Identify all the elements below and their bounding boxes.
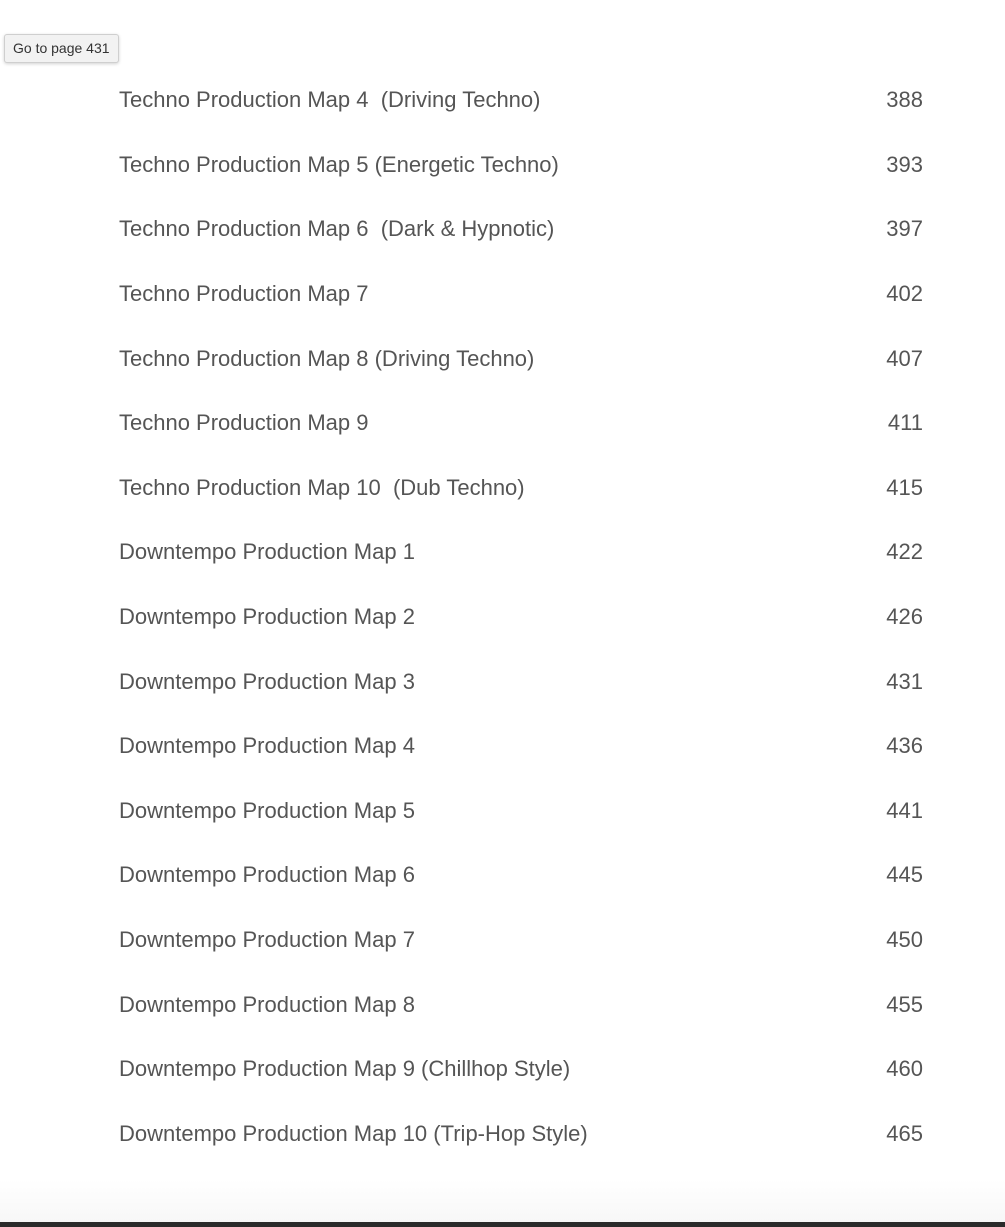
toc-entry[interactable] xyxy=(119,585,923,650)
toc-entry-title: Downtempo Production Map 3 xyxy=(119,668,415,694)
toc-entry-page: 441 xyxy=(886,797,923,823)
toc-entry-page: 397 xyxy=(886,216,923,242)
toc-entry-page: 445 xyxy=(886,862,923,888)
toc-entry-title: Techno Production Map 8 (Driving Techno) xyxy=(119,345,535,371)
toc-entry-page: 415 xyxy=(886,474,923,500)
toc-entry[interactable] xyxy=(119,262,923,327)
toc-entry-page: 402 xyxy=(886,281,923,307)
toc-entry[interactable] xyxy=(119,68,923,133)
toc-entry[interactable] xyxy=(119,1037,923,1102)
toc-entry-title: Downtempo Production Map 9 (Chillhop Style) xyxy=(119,1056,571,1082)
go-to-page-tooltip: Go to page 431 xyxy=(4,34,119,63)
toc-entry-title: Techno Production Map 7 xyxy=(119,281,369,307)
toc-entry-page: 465 xyxy=(886,1120,923,1146)
toc-entry[interactable] xyxy=(119,133,923,198)
bottom-window-edge xyxy=(0,1222,1005,1227)
toc-entry-title: Downtempo Production Map 2 xyxy=(119,604,415,630)
toc-entry-title: Downtempo Production Map 8 xyxy=(119,991,415,1017)
toc-entry-page: 460 xyxy=(886,1056,923,1082)
toc-entry[interactable] xyxy=(119,197,923,262)
toc-entry-page: 388 xyxy=(886,87,923,113)
toc-entry-page: 450 xyxy=(886,927,923,953)
toc-entry-page: 431 xyxy=(886,668,923,694)
toc-entry[interactable] xyxy=(119,843,923,908)
toc-entry-title: Downtempo Production Map 7 xyxy=(119,927,415,953)
toc-entry-page: 393 xyxy=(886,151,923,177)
toc-entry[interactable] xyxy=(119,908,923,973)
toc-entry[interactable] xyxy=(119,714,923,779)
toc-entry-title: Downtempo Production Map 6 xyxy=(119,862,415,888)
toc-entry-title: Downtempo Production Map 4 xyxy=(119,733,415,759)
table-of-contents xyxy=(119,68,923,1166)
toc-entry-page: 426 xyxy=(886,604,923,630)
toc-entry[interactable] xyxy=(119,520,923,585)
toc-entry-page: 436 xyxy=(886,733,923,759)
toc-entry[interactable] xyxy=(119,1102,923,1167)
toc-entry-title: Techno Production Map 6 (Dark & Hypnotic) xyxy=(119,216,555,242)
toc-entry-title: Downtempo Production Map 1 xyxy=(119,539,415,565)
toc-entry-page: 407 xyxy=(886,345,923,371)
toc-entry[interactable] xyxy=(119,391,923,456)
toc-entry[interactable] xyxy=(119,456,923,521)
toc-entry-page: 455 xyxy=(886,991,923,1017)
toc-entry[interactable] xyxy=(119,326,923,391)
toc-entry-title: Techno Production Map 9 xyxy=(119,410,369,436)
toc-entry[interactable] xyxy=(119,972,923,1037)
toc-entry-page: 422 xyxy=(886,539,923,565)
toc-entry-title: Techno Production Map 5 (Energetic Techno) xyxy=(119,151,559,177)
toc-entry[interactable] xyxy=(119,649,923,714)
toc-entry[interactable] xyxy=(119,779,923,844)
toc-entry-page: 411 xyxy=(887,410,923,436)
toc-entry-title: Downtempo Production Map 5 xyxy=(119,797,415,823)
toc-entry-title: Techno Production Map 10 (Dub Techno) xyxy=(119,474,525,500)
toc-entry-title: Downtempo Production Map 10 (Trip-Hop Style) xyxy=(119,1120,588,1146)
toc-entry-title: Techno Production Map 4 (Driving Techno) xyxy=(119,87,541,113)
